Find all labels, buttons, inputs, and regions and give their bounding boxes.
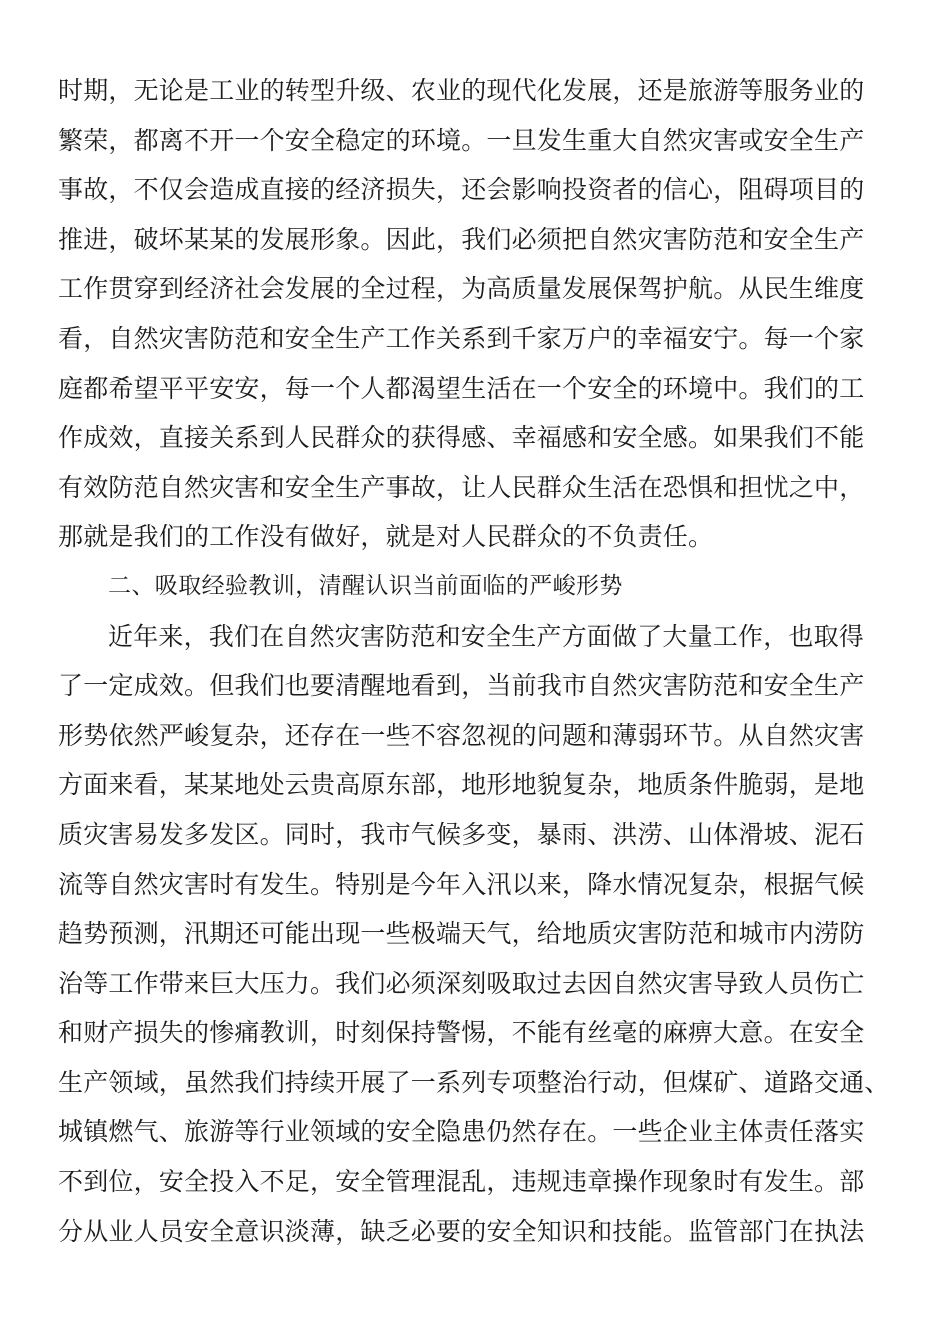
text-line: 了一定成效。但我们也要清醒地看到，当前我市自然灾害防范和安全生产: [58, 671, 865, 701]
text-line: 治等工作带来巨大压力。我们必须深刻吸取过去因自然灾害导致人员伤亡: [58, 968, 865, 998]
text-line: 质灾害易发多发区。同时，我市气候多变，暴雨、洪涝、山体滑坡、泥石: [58, 819, 865, 849]
text-line: 趋势预测，汛期还可能出现一些极端天气，给地质灾害防范和城市内涝防: [58, 919, 865, 949]
text-line: 城镇燃气、旅游等行业领域的安全隐患仍然存在。一些企业主体责任落实: [58, 1117, 865, 1147]
text-line: 方面来看，某某地处云贵高原东部，地形地貌复杂，地质条件脆弱，是地: [58, 770, 865, 800]
text-line: 繁荣，都离不开一个安全稳定的环境。一旦发生重大自然灾害或安全生产: [58, 125, 865, 155]
text-line: 工作贯穿到经济社会发展的全过程，为高质量发展保驾护航。从民生维度: [58, 274, 865, 304]
text-line: 有效防范自然灾害和安全生产事故，让人民群众生活在恐惧和担忧之中，: [58, 472, 865, 502]
text-line: 形势依然严峻复杂，还存在一些不容忽视的问题和薄弱环节。从自然灾害: [58, 720, 865, 750]
text-line: 和财产损失的惨痛教训，时刻保持警惕，不能有丝毫的麻痹大意。在安全: [58, 1018, 865, 1048]
text-line: 时期，无论是工业的转型升级、农业的现代化发展，还是旅游等服务业的: [58, 76, 865, 105]
text-line: 生产领域，虽然我们持续开展了一系列专项整治行动，但煤矿、道路交通、: [58, 1067, 890, 1097]
text-line: 不到位，安全投入不足，安全管理混乱，违规违章操作现象时有发生。部: [58, 1167, 865, 1197]
text-line: 近年来，我们在自然灾害防范和安全生产方面做了大量工作，也取得: [108, 621, 865, 651]
text-line: 事故，不仅会造成直接的经济损失，还会影响投资者的信心，阻碍项目的: [58, 175, 865, 205]
text-line: 庭都希望平平安安，每一个人都渴望生活在一个安全的环境中。我们的工: [58, 373, 865, 403]
text-line: 推进，破坏某某的发展形象。因此，我们必须把自然灾害防范和安全生产: [58, 224, 865, 254]
text-line: 流等自然灾害时有发生。特别是今年入汛以来，降水情况复杂，根据气候: [58, 869, 865, 899]
text-line: 看，自然灾害防范和安全生产工作关系到千家万户的幸福安宁。每一个家: [58, 323, 865, 353]
paragraph-2: [58, 612, 893, 1257]
section-heading: 二、吸取经验教训，清醒认识当前面临的严峻形势: [108, 572, 623, 599]
text-line: 分从业人员安全意识淡薄，缺乏必要的安全知识和技能。监管部门在执法: [58, 1216, 865, 1246]
text-line: 作成效，直接关系到人民群众的获得感、幸福感和安全感。如果我们不能: [58, 423, 865, 453]
document-page: [58, 66, 893, 1256]
paragraph-1: [58, 66, 893, 562]
text-line: 那就是我们的工作没有做好，就是对人民群众的不负责任。: [58, 522, 714, 552]
